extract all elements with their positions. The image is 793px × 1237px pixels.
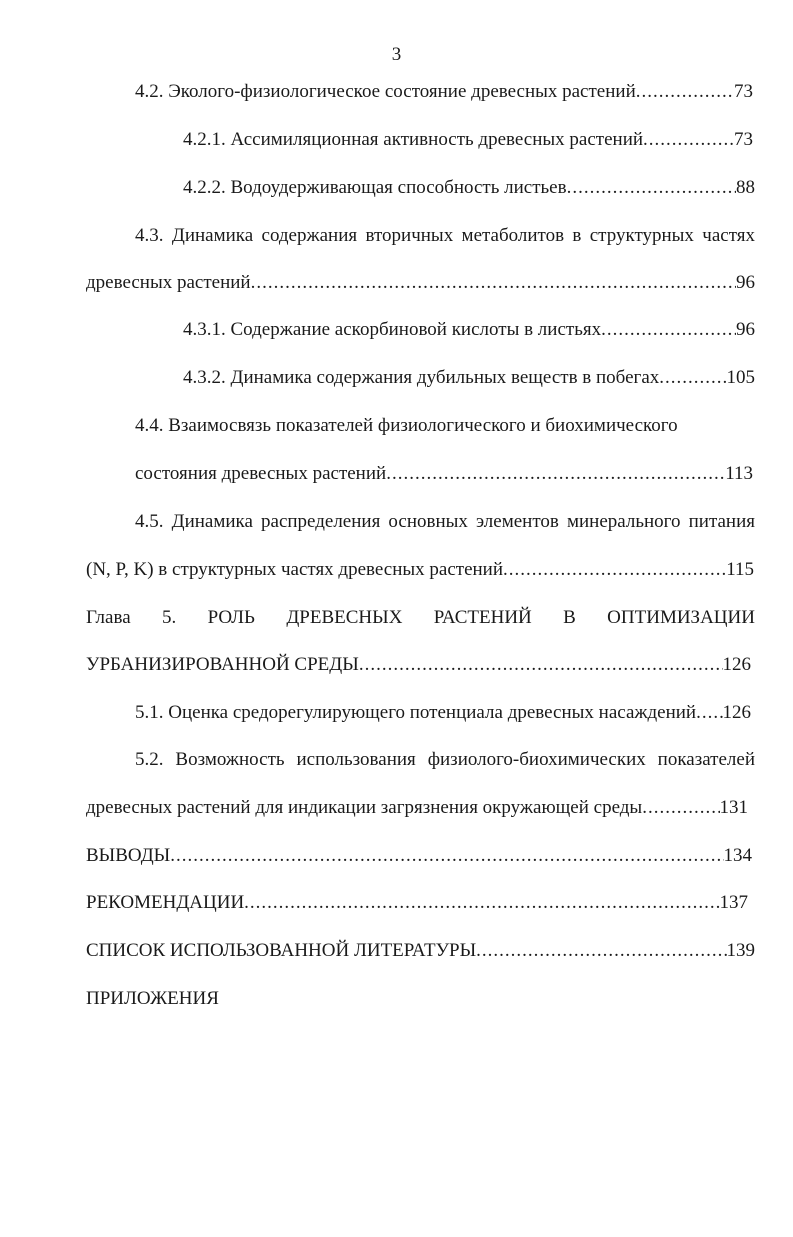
toc-chapter-5-line2 <box>86 652 751 678</box>
chapter-word: РОЛЬ <box>207 607 255 628</box>
dot-leader <box>170 843 723 869</box>
toc-entry-4-4-line1: 4.4. Взаимосвязь показателей физиологического и биохимического <box>135 415 678 436</box>
toc-entry-4-3-line2 <box>86 270 755 296</box>
chapter-word: ДРЕВЕСНЫХ <box>286 607 403 628</box>
toc-title: (N, P, K) в структурных частях древесных растений <box>86 559 504 580</box>
toc-title: древесных растений <box>86 272 251 293</box>
toc-entry-4-5-line1: 4.5. Динамика распределения основных элементов минерального питания <box>135 511 755 532</box>
toc-page: 134 <box>723 845 752 866</box>
toc-entry-4-3-1 <box>183 317 755 343</box>
dot-leader <box>601 317 736 343</box>
chapter-number: 5. <box>161 607 177 628</box>
toc-title: ВЫВОДЫ <box>86 845 171 866</box>
toc-page: 96 <box>736 319 755 340</box>
chapter-word: ОПТИМИЗАЦИИ <box>607 607 755 628</box>
toc-entry-4-3-line1: 4.3. Динамика содержания вторичных метаболитов в структурных частях <box>135 225 755 246</box>
toc-entry-4-2-1 <box>183 127 753 153</box>
dot-leader <box>359 652 723 678</box>
page-number: 3 <box>391 44 402 65</box>
dot-leader <box>567 175 736 201</box>
toc-entry-4-2 <box>135 79 753 105</box>
toc-entry-5-2-line2 <box>86 795 748 821</box>
toc-entry-4-4-line2 <box>135 461 753 487</box>
toc-page: 96 <box>736 272 755 293</box>
toc-entry-4-3-2 <box>183 365 755 391</box>
toc-title: СПИСОК ИСПОЛЬЗОВАННОЙ ЛИТЕРАТУРЫ <box>86 940 477 961</box>
toc-entry-recommendations <box>86 890 748 916</box>
toc-entry-conclusions <box>86 843 752 869</box>
toc-page: 73 <box>734 81 753 102</box>
dot-leader <box>696 700 722 726</box>
toc-page: 105 <box>726 367 755 388</box>
toc-entry-4-2-2 <box>183 175 755 201</box>
toc-title: УРБАНИЗИРОВАННОЙ СРЕДЫ <box>86 654 359 675</box>
toc-title: 4.2.1. Ассимиляционная активность древесных растений <box>183 129 644 150</box>
dot-leader <box>244 890 719 916</box>
toc-chapter-5-line1 <box>86 605 755 631</box>
toc-page: 137 <box>719 892 748 913</box>
toc-page: 126 <box>722 702 751 723</box>
toc-title: 4.2. Эколого-физиологическое состояние древесных растений <box>135 81 636 102</box>
toc-entry-5-2-line1: 5.2. Возможность использования физиолого-биохимических показателей <box>135 749 755 770</box>
toc-title: древесных растений для индикации загрязнения окружающей среды <box>86 797 643 818</box>
dot-leader <box>642 795 719 821</box>
toc-page: 131 <box>719 797 748 818</box>
chapter-word: РАСТЕНИЙ <box>433 607 532 628</box>
toc-title: состояния древесных растений <box>135 463 387 484</box>
toc-title: 5.1. Оценка средорегулирующего потенциала древесных насаждений <box>135 702 697 723</box>
dot-leader <box>476 938 726 964</box>
toc-title: 4.3.2. Динамика содержания дубильных веществ в побегах <box>183 367 660 388</box>
dot-leader <box>251 270 736 296</box>
toc-page: 126 <box>722 654 751 675</box>
toc-entry-5-1 <box>135 700 751 726</box>
dot-leader <box>636 79 734 105</box>
toc-page: 115 <box>726 559 754 580</box>
dot-leader <box>386 461 725 487</box>
toc-page: 88 <box>736 177 755 198</box>
toc-entry-appendices: ПРИЛОЖЕНИЯ <box>86 988 219 1009</box>
toc-title: 4.2.2. Водоудерживающая способность листьев <box>183 177 567 198</box>
toc-title: РЕКОМЕНДАЦИИ <box>86 892 245 913</box>
toc-title: 4.3.1. Содержание аскорбиновой кислоты в листьях <box>183 319 602 340</box>
dot-leader <box>503 557 726 583</box>
toc-page: 73 <box>734 129 753 150</box>
chapter-word: Глава <box>86 607 131 628</box>
toc-entry-references <box>86 938 755 964</box>
toc-entry-4-5-line2 <box>86 557 754 583</box>
chapter-word: В <box>563 607 576 628</box>
dot-leader <box>643 127 734 153</box>
toc-page: 139 <box>726 940 755 961</box>
dot-leader <box>659 365 726 391</box>
toc-page: 113 <box>725 463 753 484</box>
